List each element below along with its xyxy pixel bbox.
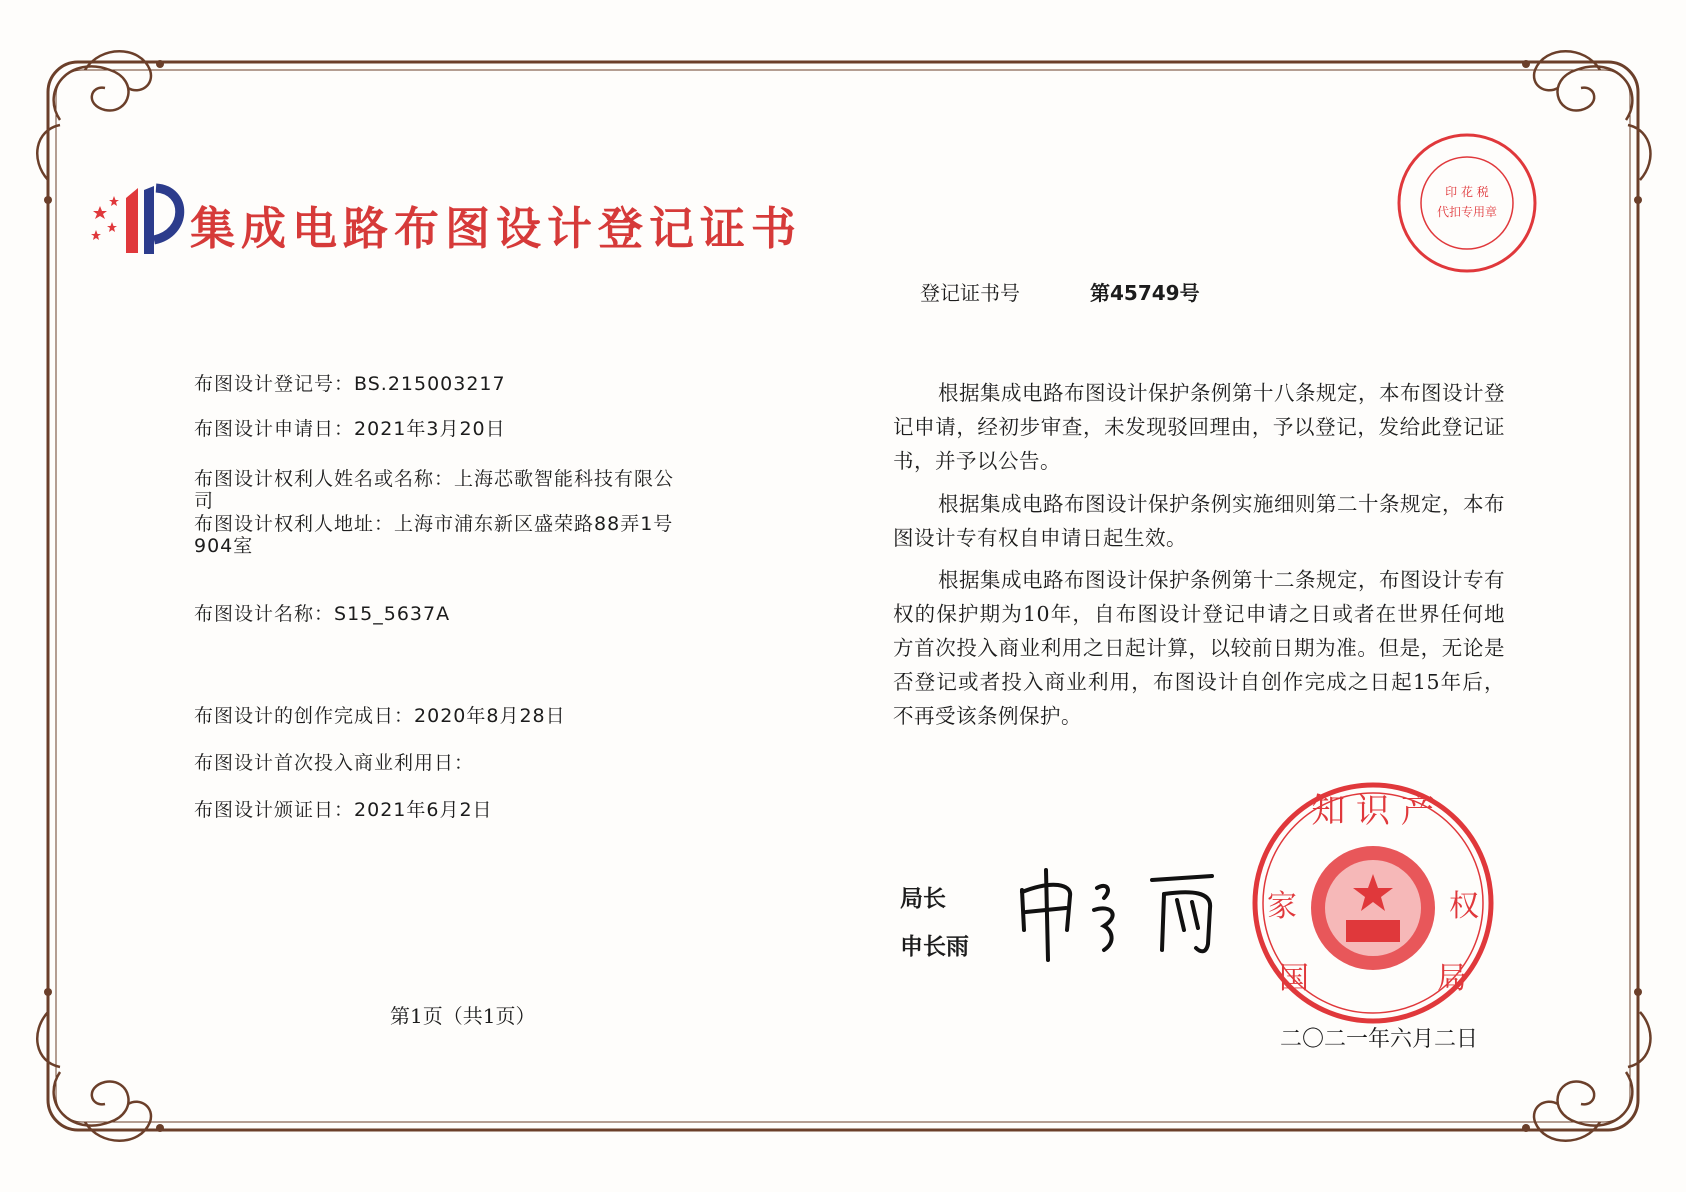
field-application-date: 布图设计申请日：2021年3月20日 [194,418,506,440]
tax-stamp-seal [1392,128,1542,278]
certificate-number-row [920,277,1200,306]
svg-text:权: 权 [1449,889,1479,924]
certificate-number-label: 登记证书号 [920,281,1020,305]
paragraph-article-12: 根据集成电路布图设计保护条例第十二条规定，布图设计专有权的保护期为10年，自布图设计登记申请之日或者在世界任何地方首次投入商业利用之日起计算，以较前日期为准。但是，无论是否登记或者投入商业利用，布图设计自创作完成之日起15年后，不再受该条例保护。 [893,568,1505,728]
svg-text:印 花 税: 印 花 税 [1445,185,1489,199]
director-signature [1012,860,1242,970]
svg-text:代扣专用章: 代扣专用章 [1436,205,1498,219]
svg-text:知 识 产: 知 识 产 [1311,791,1435,831]
field-registration-no: 布图设计登记号：BS.215003217 [194,373,506,395]
ic-layout-logo-icon [88,178,188,258]
field-issue-date: 布图设计颁证日：2021年6月2日 [194,799,493,821]
svg-text:家: 家 [1267,889,1297,924]
field-right-holder-name: 布图设计权利人姓名或名称：上海芯歌智能科技有限公司 [194,468,675,512]
field-creation-date: 布图设计的创作完成日：2020年8月28日 [194,705,566,727]
field-design-name: 布图设计名称：S15_5637A [194,603,451,625]
official-seal [1248,778,1498,1028]
svg-text:国: 国 [1279,961,1309,996]
svg-text:局: 局 [1437,961,1467,996]
paragraph-article-18: 根据集成电路布图设计保护条例第十八条规定，本布图设计登记申请，经初步审查，未发现驳回理由，予以登记，发给此登记证书，并予以公告。 [893,381,1505,473]
field-right-holder-address: 布图设计权利人地址：上海市浦东新区盛荣路88弄1号904室 [194,513,674,557]
certificate-number-value: 第45749号 [1090,281,1200,305]
page-number: 第1页（共1页） [390,1004,536,1028]
certificate-title: 集成电路布图设计登记证书 [190,202,803,255]
paragraph-rules-article-20: 根据集成电路布图设计保护条例实施细则第二十条规定，本布图设计专有权自申请日起生效。 [893,492,1505,550]
field-first-commercial-date: 布图设计首次投入商业利用日： [194,752,475,774]
director-title: 局长 [900,886,946,912]
issue-date-chinese: 二〇二一年六月二日 [1280,1027,1479,1052]
director-name: 申长雨 [900,934,969,960]
